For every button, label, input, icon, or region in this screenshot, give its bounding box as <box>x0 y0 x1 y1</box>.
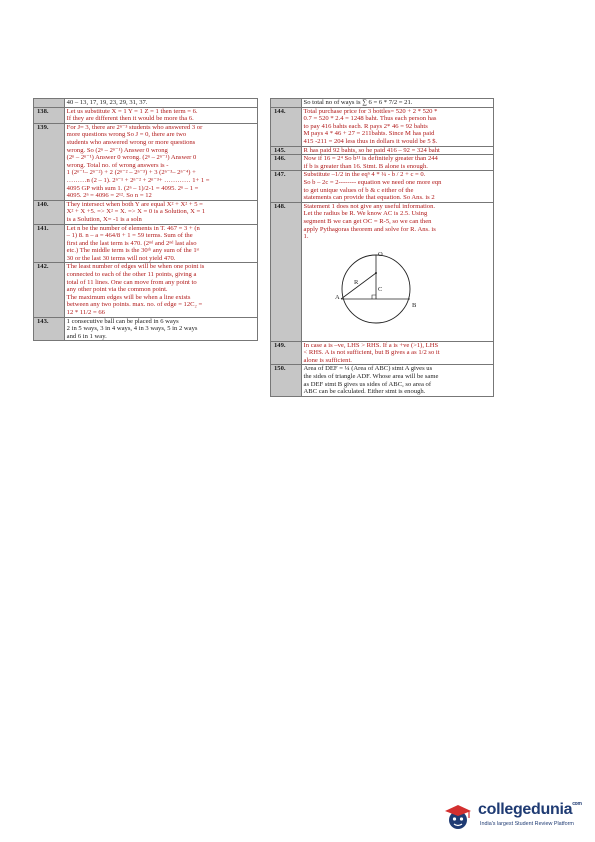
answer-line: 2 in 5 ways, 3 in 4 ways, 4 in 3 ways, 5 in 2 ways <box>66 325 198 333</box>
answer-line: In case a is –ve, LHS > RHS. If a is +ve (>1), LHS <box>303 341 439 349</box>
answer-row <box>271 155 494 171</box>
answer-line: connected to each of the other 11 points, giving a <box>66 271 197 279</box>
answer-line: the sides of triangle ADF. Whose area will be same <box>303 373 439 381</box>
question-number: 139. <box>34 123 65 200</box>
answer-line: R has paid 92 bahts, so he paid 416 – 92 = 324 baht <box>303 146 440 154</box>
answer-line: – 1) 8. n – a = 464/8 + 1 = 59 terms. Sum of the <box>66 232 193 240</box>
answer-row <box>271 202 494 341</box>
answer-line: They intersect when both Y are equal X² + X² + 5 = <box>66 200 203 208</box>
answer-line: ………n (2 – 1). 2ⁿ⁻¹ + 2ⁿ⁻² + 2ⁿ⁻³+ ………… 1+ 1 = <box>66 176 210 184</box>
question-number: 150. <box>271 365 302 396</box>
answer-line: more questions wrong So J = 0, there are two <box>66 131 187 139</box>
answer-line: 415 -211 = 204 less thus in dollars it would be 5 $. <box>303 137 438 145</box>
question-number: 143. <box>34 317 65 341</box>
answer-line: 0.7 = 520 * 2.4 = 1248 baht. Thus each person has <box>303 115 437 123</box>
left-answer-table <box>33 98 258 341</box>
brand-tagline: India's largest Student Review Platform <box>480 821 574 827</box>
answer-text <box>301 202 493 341</box>
question-number: 149. <box>271 341 302 365</box>
question-number <box>34 99 65 108</box>
answer-text <box>301 171 493 202</box>
answer-line: alone is sufficient. <box>303 356 352 364</box>
answer-text <box>301 99 493 108</box>
answer-text <box>301 365 493 396</box>
answer-line: to get unique values of b & c either of the <box>303 186 414 194</box>
answer-row <box>34 107 258 123</box>
question-number: 144. <box>271 107 302 146</box>
answer-line: is a Solution, X= -1 is a soln <box>66 215 142 223</box>
label-r: R <box>353 278 358 286</box>
question-number: 145. <box>271 146 302 155</box>
answer-line: to pay 416 bahts each. R pays 2* 46 = 92 bahts <box>303 122 428 130</box>
answer-line: The least number of edges will be when one point is <box>66 263 205 271</box>
answer-text <box>64 99 257 108</box>
answer-line: For J= 3, there are 2ⁿ⁻³ students who answered 3 or <box>66 123 203 131</box>
answer-text <box>301 146 493 155</box>
answer-row <box>34 99 258 108</box>
answer-line: 1. <box>303 233 309 241</box>
circle-geometry-figure <box>326 247 426 339</box>
answer-line: Area of DEF = ¼ (Area of ABC) stmt A gives us <box>303 365 433 373</box>
answer-line: ABC can be calculated. Either stmt is enough. <box>303 388 426 396</box>
answer-line: 12 * 11/2 = 66 <box>66 309 105 317</box>
label-o: O <box>377 250 383 258</box>
answer-line: wrong. Total no. of wrong answers is - <box>66 161 169 169</box>
answer-line: Total purchase price for 3 bottles= 520 + 2 * 520 * <box>303 107 438 115</box>
graduation-cap-icon <box>442 803 474 833</box>
question-number <box>271 99 302 108</box>
label-b: B <box>411 301 416 309</box>
label-c: C <box>377 285 382 293</box>
question-number: 142. <box>34 263 65 317</box>
answer-row <box>271 365 494 396</box>
answer-row <box>34 200 258 224</box>
question-number: 141. <box>34 224 65 263</box>
answer-text <box>64 224 257 263</box>
answer-row <box>34 263 258 317</box>
answer-line: Let the radius be R. We know AC is 2.5. Using <box>303 210 428 218</box>
answer-line: Statement 1 does not give any useful information. <box>303 202 436 210</box>
answer-line: X² + X +5. => X² = X. => X = 0 is a Solution, X = 1 <box>66 208 206 216</box>
answer-line: first and the last term is 470. (2ⁿᵈ and 2ⁿᵈ last also <box>66 239 197 247</box>
answer-line: wrong. So (2ⁿ – 2ⁿ⁻¹) Answer 0 wrong <box>66 146 168 154</box>
answer-line: students who answered wrong or more questions <box>66 138 196 146</box>
answer-text <box>64 317 257 341</box>
answer-line: statements can provide that equation. So Ans. is 2 <box>303 194 435 202</box>
answer-row <box>271 171 494 202</box>
answer-line: etc.) The middle term is the 30ᵗʰ any sum of the 1ˢᵗ <box>66 247 200 255</box>
right-answer-table <box>270 98 494 397</box>
answer-row <box>271 99 494 108</box>
answer-line: So b – 2c = 2-------- equation we need one more eqn <box>303 178 442 186</box>
answer-line: apply Pythagoras theorem and solve for R. Ans. is <box>303 225 436 233</box>
answer-line: between any two points. max. no. of edge = 12C₂ = <box>66 301 203 309</box>
answer-line: any other point via the common point. <box>66 286 168 294</box>
answer-line: and 6 in 1 way. <box>66 332 107 340</box>
label-a: A <box>334 293 340 301</box>
question-number: 148. <box>271 202 302 341</box>
answer-row <box>271 107 494 146</box>
answer-line: < RHS. A is not sufficient, but B gives a as 1/2 so it <box>303 349 440 357</box>
question-number: 147. <box>271 171 302 202</box>
collegedunia-logo <box>440 799 590 835</box>
center-point <box>375 272 377 274</box>
answer-row <box>271 341 494 365</box>
answer-line: 30 or the last 30 terms will not yield 470. <box>66 254 176 262</box>
answer-line: 4095. 2ⁿ = 4096 = 2¹². So n = 12 <box>66 192 152 200</box>
answer-line: total of 11 lines. One can move from any point to <box>66 278 197 286</box>
brand-name: collegedunia$^{com}$ <box>478 801 582 818</box>
answer-line: Substitute –1/2 in the eqⁿ 4 * ¼ - b / 2 + c = 0. <box>303 171 426 179</box>
answer-line: If they are different then it would be more tha 6. <box>66 115 194 123</box>
answer-row <box>34 224 258 263</box>
radius-r <box>341 273 376 299</box>
right-angle-mark <box>372 295 376 299</box>
answer-line: 1 (2ⁿ⁻¹– 2ⁿ⁻²) + 2 (2ⁿ⁻² – 2ⁿ⁻³) + 3 (2ⁿ⁻³– 2ⁿ⁻⁴) + <box>66 169 196 177</box>
answer-text <box>301 341 493 365</box>
answer-text <box>301 155 493 171</box>
answer-line: if b is greater than 16. Stmt. B alone is enough. <box>303 162 428 170</box>
question-number: 146. <box>271 155 302 171</box>
answer-line: Now if 16 = 2⁴ So b¹¹ is definitely greater than 244 <box>303 155 438 163</box>
answer-line: segment B we can get OC = R-5, so we can then <box>303 217 432 225</box>
answer-row <box>34 317 258 341</box>
answer-line: as DEF stmt B gives us sides of ABC, so area of <box>303 380 432 388</box>
answer-line: Let n be the number of elements in T. 467 = 3 + (n <box>66 224 200 232</box>
answer-text <box>64 200 257 224</box>
question-number: 140. <box>34 200 65 224</box>
answer-row <box>34 123 258 200</box>
answer-line: Let us substitute X = 1 Y = 1 Z = 1 then term = 6. <box>66 107 198 115</box>
answer-line: 1 consecutive ball can be placed in 6 ways <box>66 317 179 325</box>
question-number: 138. <box>34 107 65 123</box>
answer-text <box>64 107 257 123</box>
answer-line: So total no of ways is ∑ 6 = 6 * 7/2 = 21. <box>303 99 413 106</box>
answer-row <box>271 146 494 155</box>
answer-line: 40 – 13, 17, 19, 23, 29, 31, 37. <box>66 99 148 106</box>
answer-line: The maximum edges will be when a line exists <box>66 293 191 301</box>
answer-line: (2ⁿ – 2ⁿ⁻¹) Answer 0 wrong. (2ⁿ – 2ⁿ⁻¹) Answer 0 <box>66 154 197 162</box>
answer-line: 4095 GP with sum 1. (2ⁿ – 1)/2-1 = 4095. 2ⁿ – 1 = <box>66 184 199 192</box>
answer-text <box>64 123 257 200</box>
answer-text <box>64 263 257 317</box>
answer-line: M pays 4 * 46 + 27 = 211bahts. Since M has paid <box>303 130 435 138</box>
answer-text <box>301 107 493 146</box>
